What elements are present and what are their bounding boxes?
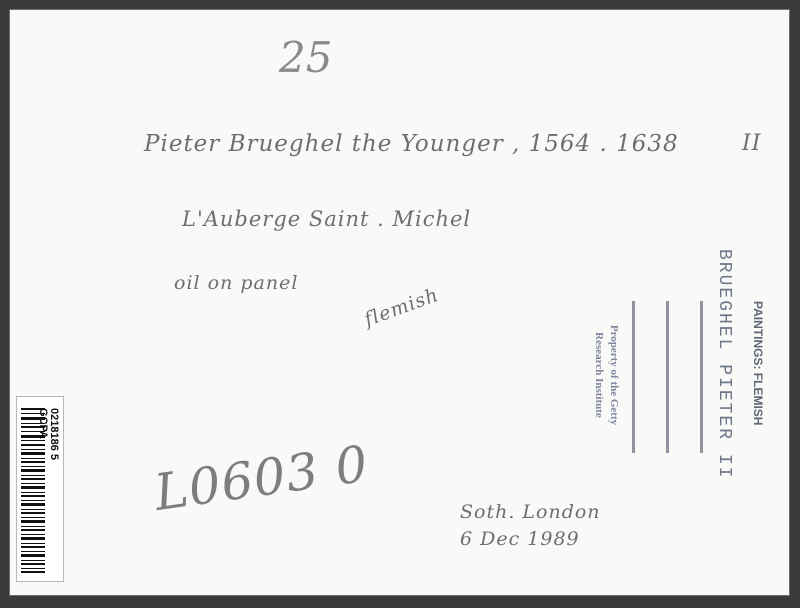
lot-number: 25 [279,33,333,82]
school-note: flemish [361,283,442,331]
artwork-title: L'Auberge Saint . Michel [182,207,472,231]
barcode-number-wrap [48,408,62,580]
sale-venue: Soth. London [460,501,601,523]
stamp-line-2: Research Institute [593,332,605,418]
artist-stamp: BRUEGHEL PIETER II [714,249,734,480]
stamp-rule-3 [700,301,703,453]
sale-date: 6 Dec 1989 [460,528,580,550]
barcode-collection: GCPA [37,408,49,439]
stamp-rule-2 [666,301,669,453]
artist-suffix: II [742,131,762,156]
negative-number: L0603 0 [150,434,373,522]
barcode-number: 0218186 5 [48,408,60,460]
photo-archive-card-back [9,9,790,596]
ownership-stamp [591,305,621,445]
artwork-medium: oil on panel [174,272,299,294]
category-label: PAINTINGS: FLEMISH [751,301,765,426]
stamp-rule-1 [632,301,635,453]
artist-line: Pieter Brueghel the Younger , 1564 . 1638 [144,131,679,157]
stamp-line-1: Property of the Getty [608,324,620,426]
